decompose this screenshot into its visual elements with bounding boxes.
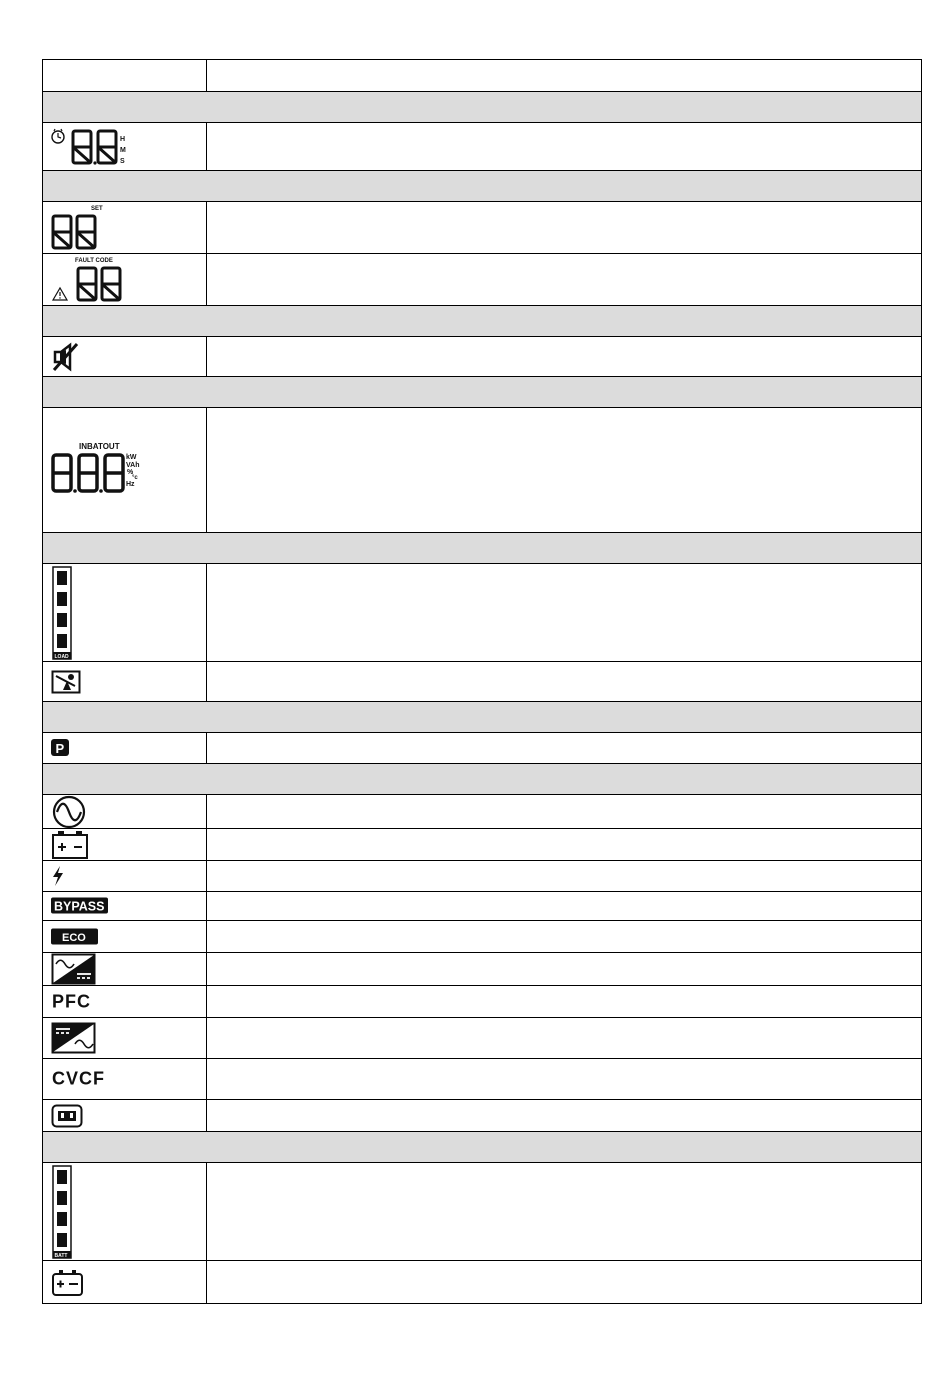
battery-level-bar-icon (51, 1164, 75, 1260)
set-label: SET (91, 205, 103, 212)
table-row-cvcf (43, 1058, 921, 1099)
power-outlet-icon (51, 1104, 83, 1128)
clock-digits-icon (51, 127, 141, 167)
table-row-battery-level (43, 1162, 921, 1260)
battery-mode-icon (51, 830, 91, 860)
hours-unit-label: H (120, 135, 126, 143)
dc-ac-inverter-icon (51, 1022, 97, 1054)
in-bat-out-label: INBATOUT (79, 442, 120, 451)
load-label: LOAD (54, 653, 69, 660)
speaker-mute-icon (51, 341, 81, 373)
section-row-information (43, 376, 921, 407)
section-row-time (43, 91, 921, 122)
hertz-unit: Hz (126, 481, 135, 488)
header-desc-cell (207, 60, 921, 91)
programmable-p-icon (51, 739, 71, 757)
table-row-set-digits (43, 201, 921, 253)
battery-status-icon (51, 1269, 85, 1297)
table-row-ac-input (43, 794, 921, 828)
set-digits-icon (51, 204, 121, 252)
section-row-programmable (43, 701, 921, 732)
table-row-pfc (43, 985, 921, 1017)
p-label: P (55, 741, 65, 756)
kilowatt-unit: kW (126, 454, 137, 461)
table-row-fault-code (43, 253, 921, 305)
table-row-battery-status (43, 1260, 921, 1304)
load-level-bar-icon (51, 565, 75, 661)
section-row-load (43, 532, 921, 563)
overload-icon (51, 670, 81, 694)
cvcf-label: CVCF (52, 1068, 105, 1089)
three-digit-readout-icon (51, 441, 151, 499)
section-row-mode (43, 763, 921, 794)
lightning-bolt-icon (51, 866, 65, 886)
bypass-badge-icon (51, 898, 109, 915)
table-row-battery-mode (43, 828, 921, 860)
section-row-settings (43, 170, 921, 201)
volt-amp-hour-unit: VAh (126, 462, 140, 469)
table-row-bypass (43, 891, 921, 920)
batt-label: BATT (54, 1252, 68, 1259)
table-row-load-level (43, 563, 921, 661)
minutes-unit-label: M (120, 146, 126, 154)
section-row-battery (43, 1131, 921, 1162)
eco-label: ECO (62, 931, 86, 944)
header-icon-cell (43, 60, 207, 91)
ac-sine-icon (51, 795, 87, 829)
seconds-unit-label: S (120, 157, 125, 165)
lcd-icon-table (42, 59, 922, 1304)
table-row-rectifier (43, 952, 921, 985)
eco-badge-icon (51, 928, 99, 945)
table-row-mute (43, 336, 921, 376)
bypass-label: BYPASS (54, 899, 105, 914)
ac-dc-converter-icon (51, 953, 97, 985)
celsius-unit: °c (132, 475, 138, 481)
table-row-programmable-outlet (43, 732, 921, 763)
fault-code-icon (51, 256, 141, 304)
table-row-time-display (43, 122, 921, 170)
table-header-row (43, 60, 921, 91)
table-row-eco (43, 920, 921, 952)
section-row-alarm (43, 305, 921, 336)
pfc-label: PFC (52, 991, 91, 1011)
table-row-charging (43, 860, 921, 891)
table-row-inverter (43, 1017, 921, 1058)
percent-unit: % (127, 469, 134, 476)
fault-code-label: FAULT CODE (75, 257, 113, 264)
table-row-overload (43, 661, 921, 701)
table-row-digital-readout (43, 407, 921, 532)
table-row-output-outlet (43, 1099, 921, 1131)
